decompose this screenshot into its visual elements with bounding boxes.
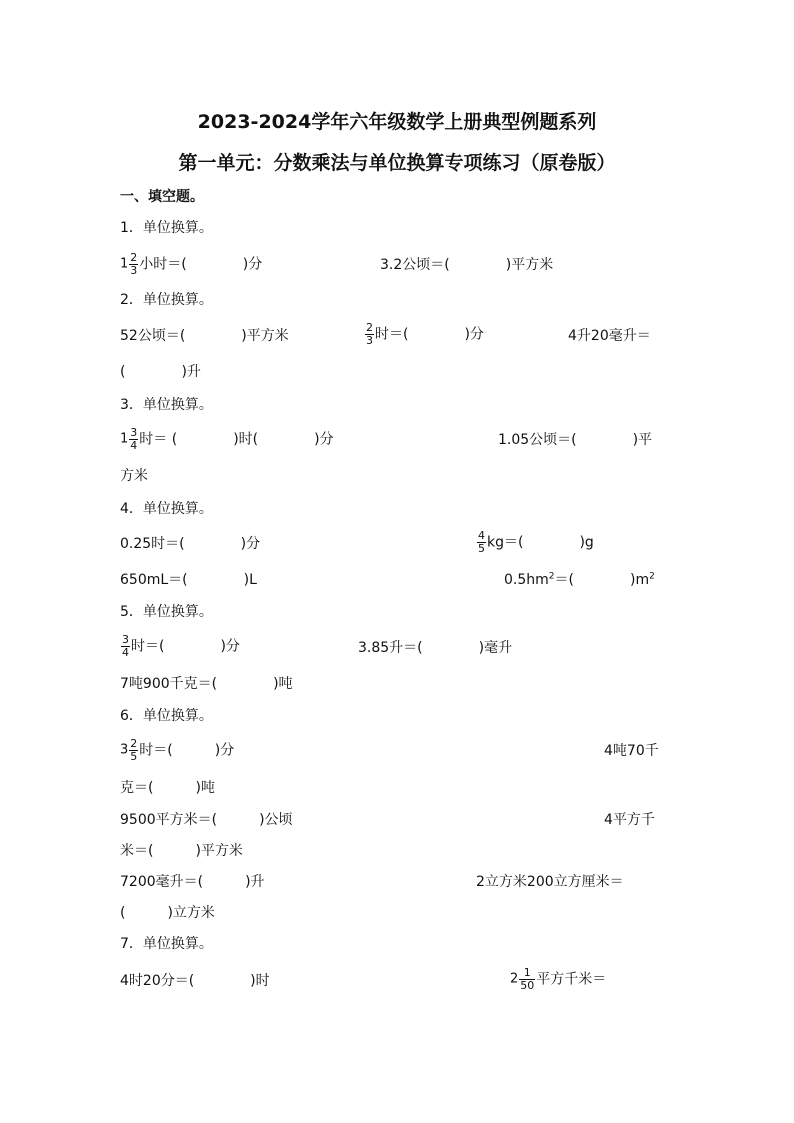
question-7-item-a: 4时20分＝( )时 <box>120 973 270 989</box>
question-5-item-a: $\frac{3}{4}$ 时＝( )分 <box>122 633 240 659</box>
document-title: 2023-2024学年六年级数学上册典型例题系列 <box>197 111 597 133</box>
mixed-whole: 3 <box>120 742 129 758</box>
question-1-item-b: 3.2公顷＝( )平方米 <box>380 257 554 273</box>
question-6-item-f: 2立方米200立方厘米＝ <box>476 874 624 890</box>
mixed-whole: 1 <box>120 431 129 447</box>
question-2-item-a: 52公顷＝( )平方米 <box>120 328 289 344</box>
question-6-item-d: 4平方千 <box>604 812 655 828</box>
fraction: $\frac{2}{5}$ <box>130 737 138 763</box>
question-3-item-b-cont: 方米 <box>120 468 148 484</box>
question-6-item-a: 3 $\frac{2}{5}$ 时＝( )分 <box>120 737 235 763</box>
fraction: $\frac{3}{4}$ <box>130 426 138 452</box>
fraction: $\frac{1}{50}$ <box>520 966 535 992</box>
question-7-item-b: 2 $\frac{1}{50}$ 平方千米＝ <box>510 966 607 992</box>
question-1-heading: 1．单位换算。 <box>120 220 213 236</box>
question-3-item-b: 1.05公顷＝( )平 <box>498 432 653 448</box>
question-2-item-c-cont: ( )升 <box>120 364 201 380</box>
question-2-heading: 2．单位换算。 <box>120 292 213 308</box>
section-heading: 一、填空题。 <box>120 189 204 205</box>
question-6-item-c: 9500平方米＝( )公顷 <box>120 812 293 828</box>
question-5-item-c: 7吨900千克＝( )吨 <box>120 676 293 692</box>
question-7-heading: 7．单位换算。 <box>120 936 213 952</box>
question-1-item-a: 1 $\frac{2}{3}$ 小时＝( )分 <box>120 251 263 277</box>
question-3-item-a: 1 $\frac{3}{4}$ 时＝ ( )时( )分 <box>120 426 334 452</box>
question-6-item-b: 4吨70千 <box>604 743 659 759</box>
question-4-item-a: 0.25时＝( )分 <box>120 536 261 552</box>
question-6-item-b-cont: 克＝( )吨 <box>120 780 215 796</box>
question-2-item-b: $\frac{2}{3}$ 时＝( )分 <box>366 321 484 347</box>
question-5-item-b: 3.85升＝( )毫升 <box>358 640 513 656</box>
fraction: $\frac{2}{3}$ <box>130 251 138 277</box>
question-5-heading: 5．单位换算。 <box>120 604 213 620</box>
question-6-item-f-cont: ( )立方米 <box>120 905 215 921</box>
document-subtitle: 第一单元：分数乘法与单位换算专项练习（原卷版） <box>178 152 616 174</box>
question-2-item-c: 4升20毫升＝ <box>568 328 651 344</box>
fraction: $\frac{4}{5}$ <box>478 529 485 555</box>
question-6-heading: 6．单位换算。 <box>120 708 213 724</box>
question-4-item-b: $\frac{4}{5}$ kg＝( )g <box>478 529 594 555</box>
question-6-item-e: 7200毫升＝( )升 <box>120 874 265 890</box>
mixed-whole: 1 <box>120 256 129 272</box>
fraction: $\frac{3}{4}$ <box>122 633 129 659</box>
question-3-heading: 3．单位换算。 <box>120 397 213 413</box>
question-4-item-d: $0.5hm^2=$( )$m^2$ <box>504 571 655 588</box>
question-4-item-c: 650mL＝( )L <box>120 572 257 588</box>
question-6-item-d-cont: 米＝( )平方米 <box>120 843 243 859</box>
question-4-heading: 4．单位换算。 <box>120 501 213 517</box>
fraction: $\frac{2}{3}$ <box>366 321 373 347</box>
mixed-whole: 2 <box>510 971 519 987</box>
